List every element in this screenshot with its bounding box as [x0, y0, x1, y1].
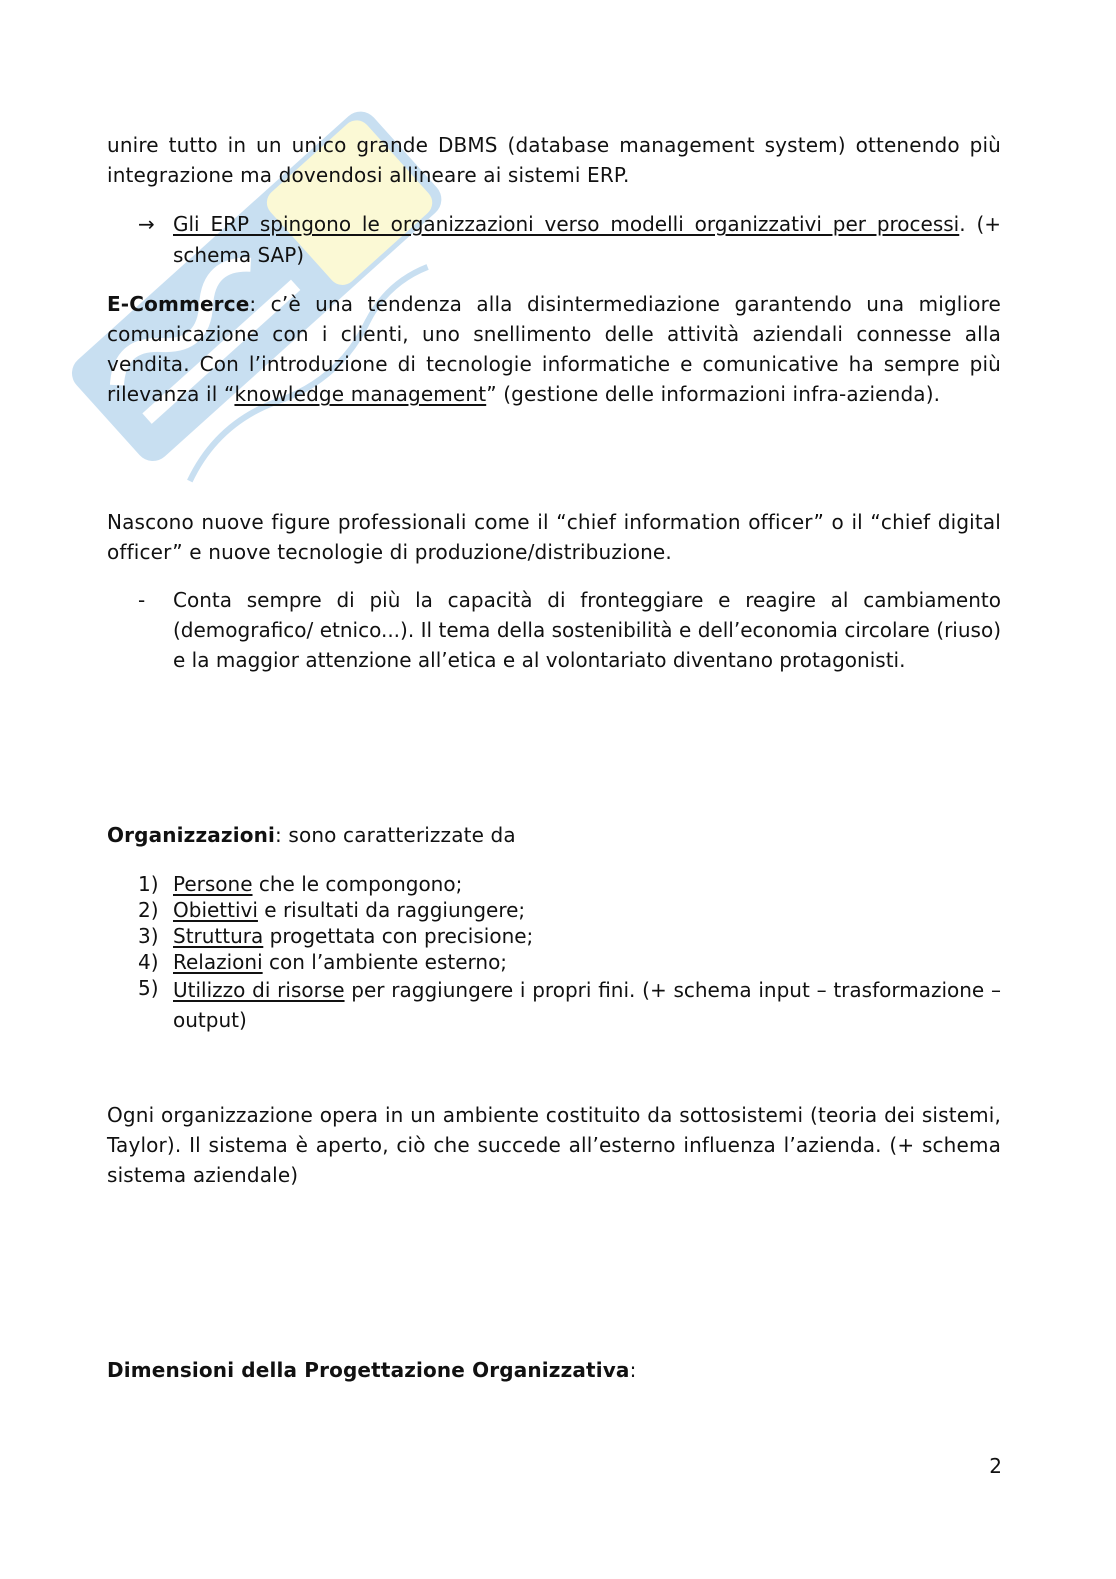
paragraph-dbms: unire tutto in un unico grande DBMS (database management system) ottenendo più integrazione ma dovendosi allineare ai sistemi ERP. — [107, 133, 1001, 187]
term-ecommerce: E-Commerce — [107, 292, 250, 316]
underlined-text: Gli ERP spingono le organizzazioni verso modelli organizzativi per processi — [173, 212, 960, 236]
heading-dimensioni: Dimensioni della Progettazione Organizzativa: — [107, 1358, 637, 1382]
page-number: 2 — [989, 1454, 1002, 1478]
list-item: Obiettivi e risultati da raggiungere; — [173, 898, 526, 922]
paragraph-ecommerce: E-Commerce: c’è una tendenza alla disintermediazione garantendo una migliore comunicazione con i clienti, uno snellimento delle attività aziendali connesse alla vendita. Con l’introduzione di tecnologie informatiche e comunicative ha sempre più rilevanza il “knowledge management” (gestione delle informazioni infra-azienda). — [107, 292, 1001, 406]
paragraph-nascono: Nascono nuove figure professionali come il “chief information officer” o il “chief digital officer” e nuove tecnologie di produzione/distribuzione. — [107, 510, 1001, 564]
term-knowledge-management: knowledge management — [234, 382, 487, 406]
dash-bullet: - — [138, 588, 146, 612]
list-number: 4) — [138, 950, 159, 974]
list-item: Utilizzo di risorse per raggiungere i propri fini. (+ schema input – trasformazione – output) — [173, 978, 1001, 1032]
list-number: 1) — [138, 872, 159, 896]
list-number: 3) — [138, 924, 159, 948]
list-number: 5) — [138, 976, 159, 1000]
list-item: Struttura progettata con precisione; — [173, 924, 534, 948]
list-item: Persone che le compongono; — [173, 872, 463, 896]
paragraph-ogni-organizzazione: Ogni organizzazione opera in un ambiente costituito da sottosistemi (teoria dei sistemi, Taylor). Il sistema è aperto, ciò che succede all’esterno influenza l’azienda. (+ schema sistema aziendale) — [107, 1103, 1001, 1187]
term-organizzazioni: Organizzazioni — [107, 823, 275, 847]
list-number: 2) — [138, 898, 159, 922]
arrow-bullet-icon: → — [138, 212, 155, 236]
list-item: Relazioni con l’ambiente esterno; — [173, 950, 508, 974]
arrow-list-item: Gli ERP spingono le organizzazioni verso modelli organizzativi per processi. (+ schema SAP) — [173, 212, 1002, 267]
dash-list-item: Conta sempre di più la capacità di fronteggiare e reagire al cambiamento (demografico/ etnico...). Il tema della sostenibilità e dell’economia circolare (riuso) e la maggior attenzione all’etica e al volontariato diventano protagonisti. — [173, 588, 1001, 672]
paragraph-organizzazioni: Organizzazioni: sono caratterizzate da — [107, 823, 516, 847]
